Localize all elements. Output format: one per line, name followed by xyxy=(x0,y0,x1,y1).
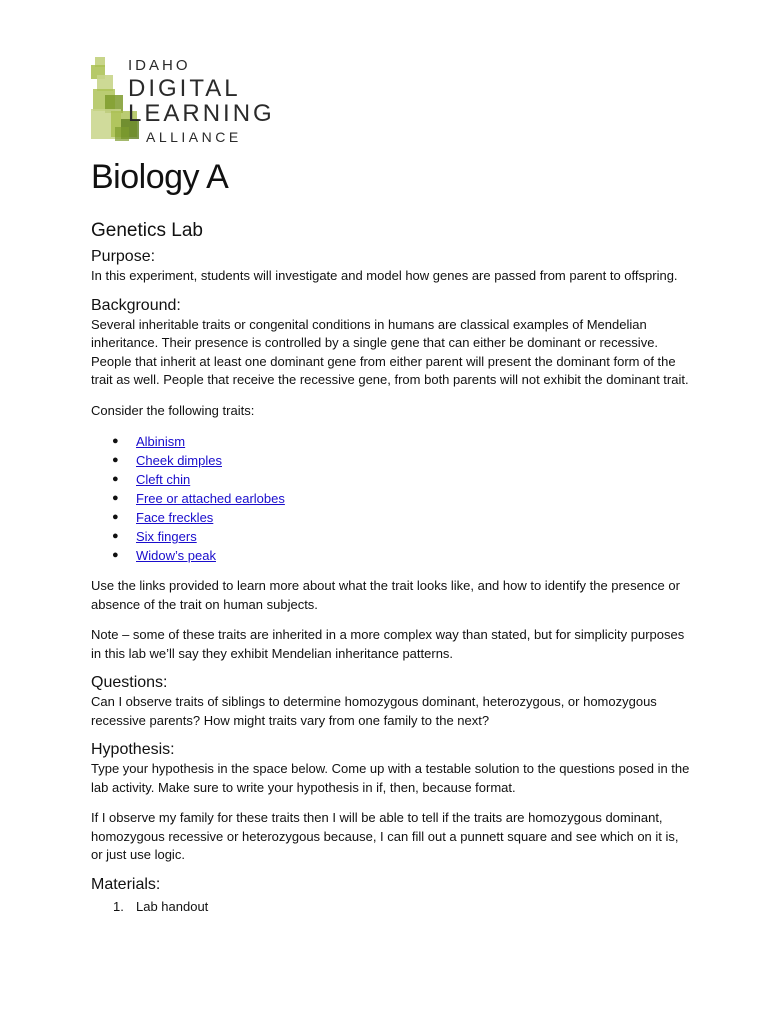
page-subtitle: Genetics Lab xyxy=(91,220,203,241)
trait-link-cleft-chin[interactable]: Cleft chin xyxy=(136,472,191,487)
trait-link-widows-peak[interactable]: Widow’s peak xyxy=(136,548,216,563)
trait-link-albinism[interactable]: Albinism xyxy=(136,434,186,449)
idla-logo xyxy=(91,55,311,145)
purpose-heading: Purpose: xyxy=(91,248,156,265)
bullet-icon: ● xyxy=(112,473,119,485)
materials-list xyxy=(91,897,691,916)
links-note-text: Use the links provided to learn more about what the trait looks like, and how to identify the presence or absence of the trait on human subjects. xyxy=(91,578,680,612)
trait-link-earlobes[interactable]: Free or attached earlobes xyxy=(136,491,285,506)
purpose-text: In this experiment, students will investigate and model how genes are passed from parent to offspring. xyxy=(91,268,678,283)
page-title: Biology A xyxy=(91,158,229,196)
logo-wordmark xyxy=(128,57,275,146)
list-item xyxy=(91,489,691,508)
list-item xyxy=(91,451,691,470)
bullet-icon: ● xyxy=(112,511,119,523)
logo-line-idaho: IDAHO xyxy=(128,57,191,74)
trait-link-face-freckles[interactable]: Face freckles xyxy=(136,510,214,525)
list-item xyxy=(91,508,691,527)
bullet-icon: ● xyxy=(112,454,119,466)
list-item xyxy=(91,432,691,451)
logo-line-alliance: ALLIANCE xyxy=(146,129,242,145)
list-item xyxy=(91,546,691,565)
logo-line-digital: DIGITAL xyxy=(128,75,241,102)
questions-text: Can I observe traits of siblings to determine homozygous dominant, heterozygous, or homozygous recessive parents? How might traits vary from one family to the next? xyxy=(91,694,657,728)
background-heading: Background: xyxy=(91,296,181,314)
material-text: Lab handout xyxy=(136,898,209,914)
note-text: Note – some of these traits are inherited in a more complex way than stated, but for simplicity purposes in this lab we’ll say they exhibit Mendelian inheritance patterns. xyxy=(91,627,685,661)
traits-list xyxy=(91,432,691,565)
consider-text: Consider the following traits: xyxy=(91,402,255,418)
materials-heading: Materials: xyxy=(91,875,161,893)
bullet-icon: ● xyxy=(112,530,119,542)
list-item xyxy=(91,897,691,916)
list-item xyxy=(91,527,691,546)
bullet-icon: ● xyxy=(112,492,119,504)
bullet-icon: ● xyxy=(112,549,119,561)
hypothesis-instructions: Type your hypothesis in the space below. Come up with a testable solution to the questions posed in the lab activity. Make sure to write your hypothesis in if, then, because format. xyxy=(91,761,690,795)
trait-link-cheek-dimples[interactable]: Cheek dimples xyxy=(136,453,222,468)
bullet-icon: ● xyxy=(112,435,119,447)
logo-line-learning: LEARNING xyxy=(128,100,275,127)
questions-heading: Questions: xyxy=(91,674,168,691)
hypothesis-answer[interactable]: If I observe my family for these traits then I will be able to tell if the traits are homozygous dominant, homozygous recessive or heterozygous because, I can fill out a punnett square and see which on it is, or just use logic. xyxy=(91,810,679,862)
background-text: Several inheritable traits or congenital conditions in humans are classical examples of Mendelian inheritance. Their presence is controlled by a single gene that can either be dominant or recessive. People that inherit at least one dominant gene from either parent will present the dominant form of the trait as well. People that receive the recessive gene, from both parents will not exhibit the dominant trait. xyxy=(91,316,689,387)
hypothesis-heading: Hypothesis: xyxy=(91,741,175,758)
trait-link-six-fingers[interactable]: Six fingers xyxy=(136,529,197,544)
document-content xyxy=(91,156,691,916)
list-item xyxy=(91,470,691,489)
list-number: 1. xyxy=(113,898,124,914)
